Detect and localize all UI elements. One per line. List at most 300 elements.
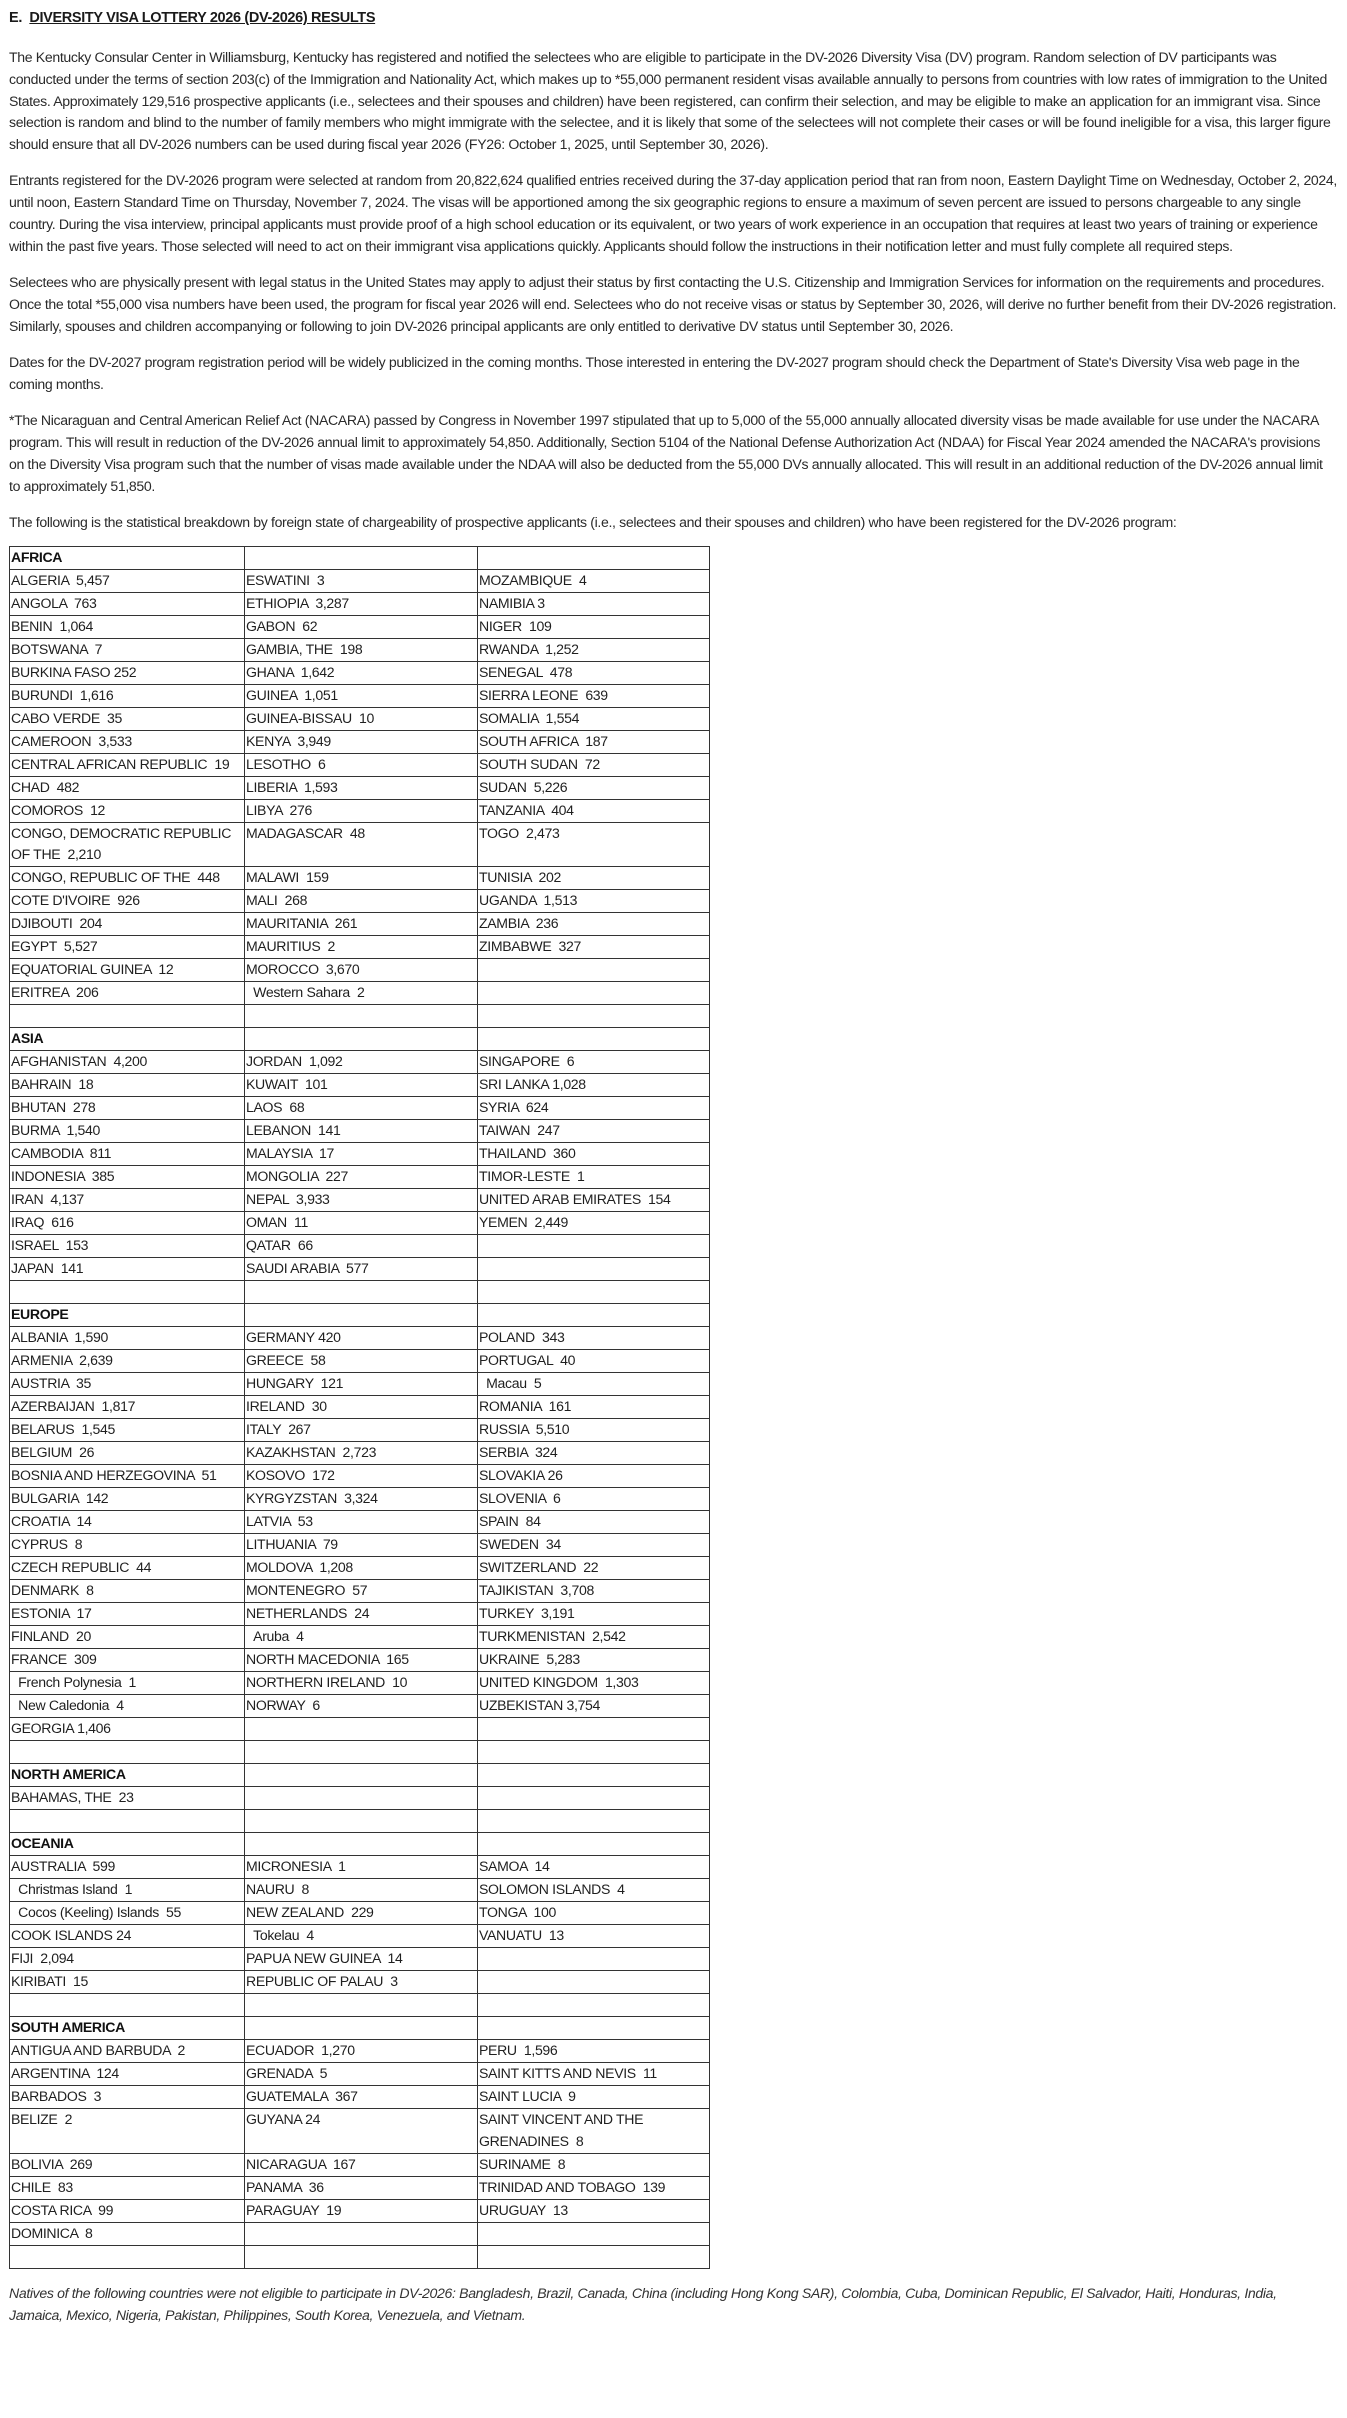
country-count-cell: TANZANIA 404 [478, 799, 710, 822]
country-count-cell: BURUNDI 1,616 [10, 684, 245, 707]
country-count-cell: GUINEA-BISSAU 10 [245, 707, 478, 730]
empty-cell [10, 1994, 245, 2017]
table-row [10, 822, 710, 867]
country-count-cell: HUNGARY 121 [245, 1373, 478, 1396]
empty-cell [245, 2245, 478, 2268]
country-count-cell: BULGARIA 142 [10, 1488, 245, 1511]
country-count-cell: ANGOLA 763 [10, 592, 245, 615]
table-row [10, 615, 710, 638]
country-count-cell: SAINT VINCENT AND THE GRENADINES 8 [478, 2109, 710, 2154]
country-count-cell: NIGER 109 [478, 615, 710, 638]
country-count-cell: GHANA 1,642 [245, 661, 478, 684]
country-count-cell: BELARUS 1,545 [10, 1419, 245, 1442]
country-count-cell: BOLIVIA 269 [10, 2153, 245, 2176]
country-count-cell: CABO VERDE 35 [10, 707, 245, 730]
table-row [10, 1350, 710, 1373]
empty-cell [478, 1258, 710, 1281]
country-count-cell: COMOROS 12 [10, 799, 245, 822]
table-row [10, 1143, 710, 1166]
table-row [10, 1051, 710, 1074]
table-row [10, 1097, 710, 1120]
empty-cell [478, 1235, 710, 1258]
empty-cell [478, 1764, 710, 1787]
country-count-cell: DOMINICA 8 [10, 2222, 245, 2245]
country-count-cell: SOUTH AFRICA 187 [478, 730, 710, 753]
paragraph-nacara: *The Nicaraguan and Central American Relief Act (NACARA) passed by Congress in November 1997 stipulated that up to 5,000 of the 55,000 annually allocated diversity visas be made available for use under the NACARA program. This will result in reduction of the DV-2026 annual limit to approximately 54,850. Additionally, Section 5104 of the National Defense Authorization Act (NDAA) for Fiscal Year 2024 amended the NACARA's provisions on the Diversity Visa program such that the number of visas made available under the NDAA will also be deducted from the 55,000 DVs annually allocated. This will result in an additional reduction of the DV-2026 annual limit to approximately 51,850. [9, 412, 1323, 494]
empty-cell [478, 1787, 710, 1810]
country-count-cell: MAURITANIA 261 [245, 913, 478, 936]
region-name: AFRICA [10, 546, 245, 569]
country-count-cell: Tokelau 4 [245, 1925, 478, 1948]
country-count-cell: GAMBIA, THE 198 [245, 638, 478, 661]
country-count-cell: SLOVAKIA 26 [478, 1465, 710, 1488]
table-row [10, 936, 710, 959]
table-row [10, 1787, 710, 1810]
country-count-cell: KENYA 3,949 [245, 730, 478, 753]
country-count-cell: IRAN 4,137 [10, 1189, 245, 1212]
country-count-cell: JORDAN 1,092 [245, 1051, 478, 1074]
table-row [10, 1695, 710, 1718]
paragraph-entrants: Entrants registered for the DV-2026 program were selected at random from 20,822,624 qualified entries received during the 37-day application period that ran from noon, Eastern Daylight Time on Wednesday, October 2, 2024, until noon, Eastern Standard Time on Thursday, November 7, 2024. The visas will be apportioned among the six geographic regions to ensure a maximum of seven percent are issued to persons chargeable to any single country. During the visa interview, principal applicants must provide proof of a high school education or its equivalent, or two years of work experience in an occupation that requires at least two years of training or experience within the past five years. Those selected will need to act on their immigrant visa applications quickly. Applicants should follow the instructions in their notification letter and must fully complete all required steps. [9, 172, 1337, 254]
country-count-cell: SOLOMON ISLANDS 4 [478, 1879, 710, 1902]
table-row [10, 2199, 710, 2222]
country-count-cell: CAMBODIA 811 [10, 1143, 245, 1166]
empty-cell [10, 1741, 245, 1764]
country-count-cell: BURKINA FASO 252 [10, 661, 245, 684]
country-count-cell: NEPAL 3,933 [245, 1189, 478, 1212]
country-count-cell: New Caledonia 4 [10, 1695, 245, 1718]
empty-cell [478, 1833, 710, 1856]
country-count-cell: CHAD 482 [10, 776, 245, 799]
country-count-cell: CENTRAL AFRICAN REPUBLIC 19 [10, 753, 245, 776]
paragraph-adjust-status: Selectees who are physically present with legal status in the United States may apply to adjust their status by first contacting the U.S. Citizenship and Immigration Services for information on the requirements and procedures. Once the total *55,000 visa numbers have been used, the program for fiscal year 2026 will end. Selectees who do not receive visas or status by September 30, 2026, will derive no further benefit from their DV-2026 registration. Similarly, spouses and children accompanying or following to join DV-2026 principal applicants are only entitled to derivative DV status until September 30, 2026. [9, 274, 1337, 334]
country-count-cell: UNITED KINGDOM 1,303 [478, 1672, 710, 1695]
table-row [10, 1074, 710, 1097]
empty-cell [245, 1787, 478, 1810]
country-count-cell: OMAN 11 [245, 1212, 478, 1235]
country-count-cell: RUSSIA 5,510 [478, 1419, 710, 1442]
table-row [10, 867, 710, 890]
table-row [10, 799, 710, 822]
country-count-cell: SIERRA LEONE 639 [478, 684, 710, 707]
table-row [10, 1971, 710, 1994]
table-row [10, 1258, 710, 1281]
country-count-cell: BHUTAN 278 [10, 1097, 245, 1120]
spacer-row [10, 1810, 710, 1833]
table-row [10, 1235, 710, 1258]
empty-cell [245, 1810, 478, 1833]
country-count-cell: SWEDEN 34 [478, 1534, 710, 1557]
country-count-cell: TURKEY 3,191 [478, 1603, 710, 1626]
table-row [10, 592, 710, 615]
country-count-cell: TOGO 2,473 [478, 822, 710, 867]
country-statistics-table [9, 546, 710, 2269]
table-row [10, 2040, 710, 2063]
empty-cell [478, 546, 710, 569]
country-count-cell: TONGA 100 [478, 1902, 710, 1925]
country-count-cell: EGYPT 5,527 [10, 936, 245, 959]
empty-cell [245, 1741, 478, 1764]
country-count-cell: NAMIBIA 3 [478, 592, 710, 615]
country-count-cell: AUSTRIA 35 [10, 1373, 245, 1396]
region-name: SOUTH AMERICA [10, 2017, 245, 2040]
table-row [10, 1580, 710, 1603]
country-count-cell: NICARAGUA 167 [245, 2153, 478, 2176]
empty-cell [245, 1281, 478, 1304]
country-count-cell: NEW ZEALAND 229 [245, 1902, 478, 1925]
country-count-cell: Cocos (Keeling) Islands 55 [10, 1902, 245, 1925]
country-count-cell: SURINAME 8 [478, 2153, 710, 2176]
table-row [10, 1488, 710, 1511]
country-count-cell: CZECH REPUBLIC 44 [10, 1557, 245, 1580]
country-count-cell: BAHAMAS, THE 23 [10, 1787, 245, 1810]
empty-cell [245, 1028, 478, 1051]
paragraph-breakdown-intro: The following is the statistical breakdown by foreign state of chargeability of prospective applicants (i.e., selectees and their spouses and children) who have been registered for the DV-2026 program: [9, 513, 1177, 530]
country-count-cell: KUWAIT 101 [245, 1074, 478, 1097]
spacer-row [10, 1741, 710, 1764]
country-count-cell: NAURU 8 [245, 1879, 478, 1902]
table-row [10, 1166, 710, 1189]
table-row [10, 1373, 710, 1396]
country-count-cell: BARBADOS 3 [10, 2086, 245, 2109]
country-count-cell: SOUTH SUDAN 72 [478, 753, 710, 776]
paragraph-dv2027: Dates for the DV-2027 program registration period will be widely publicized in the coming months. Those interested in entering the DV-2027 program should check the Department of State's Diversity Visa web page in the coming months. [9, 354, 1300, 392]
country-count-cell: PERU 1,596 [478, 2040, 710, 2063]
empty-cell [10, 1281, 245, 1304]
region-name: ASIA [10, 1028, 245, 1051]
country-count-cell: MALI 268 [245, 890, 478, 913]
country-count-cell: ZAMBIA 236 [478, 913, 710, 936]
ineligible-countries-note: Natives of the following countries were not eligible to participate in DV-2026: Bangladesh, Brazil, Canada, China (including Hong Kong SAR), Colombia, Cuba, Dominican Republic, El Salvador, Haiti, Honduras, India, Jamaica, Mexico, Nigeria, Pakistan, Philippines, South Korea, Venezuela, and Vietnam. [9, 2284, 1277, 2323]
country-count-cell: AFGHANISTAN 4,200 [10, 1051, 245, 1074]
table-row [10, 661, 710, 684]
empty-cell [478, 2017, 710, 2040]
table-row [10, 707, 710, 730]
empty-cell [245, 1304, 478, 1327]
table-row [10, 1442, 710, 1465]
country-count-cell: Christmas Island 1 [10, 1879, 245, 1902]
country-count-cell: CYPRUS 8 [10, 1534, 245, 1557]
empty-cell [245, 1764, 478, 1787]
table-row [10, 1534, 710, 1557]
country-count-cell: MOLDOVA 1,208 [245, 1557, 478, 1580]
country-count-cell: KOSOVO 172 [245, 1465, 478, 1488]
country-count-cell: KIRIBATI 15 [10, 1971, 245, 1994]
country-count-cell: ANTIGUA AND BARBUDA 2 [10, 2040, 245, 2063]
country-count-cell: MALAYSIA 17 [245, 1143, 478, 1166]
empty-cell [478, 982, 710, 1005]
country-count-cell: NETHERLANDS 24 [245, 1603, 478, 1626]
country-count-cell: Macau 5 [478, 1373, 710, 1396]
country-count-cell: SLOVENIA 6 [478, 1488, 710, 1511]
country-count-cell: PARAGUAY 19 [245, 2199, 478, 2222]
table-row [10, 753, 710, 776]
table-row [10, 1925, 710, 1948]
country-count-cell: French Polynesia 1 [10, 1672, 245, 1695]
country-count-cell: SAUDI ARABIA 577 [245, 1258, 478, 1281]
empty-cell [245, 1994, 478, 2017]
country-count-cell: CROATIA 14 [10, 1511, 245, 1534]
table-row [10, 1189, 710, 1212]
country-count-cell: GUINEA 1,051 [245, 684, 478, 707]
country-count-cell: MAURITIUS 2 [245, 936, 478, 959]
country-count-cell: QATAR 66 [245, 1235, 478, 1258]
empty-cell [478, 2245, 710, 2268]
country-count-cell: BURMA 1,540 [10, 1120, 245, 1143]
paragraph-selection: The Kentucky Consular Center in Williamsburg, Kentucky has registered and notified the selectees who are eligible to participate in the DV-2026 Diversity Visa (DV) program. Random selection of DV participants was conducted under the terms of section 203(c) of the Immigration and Nationality Act, which makes up to *55,000 permanent resident visas available annually to persons from countries with low rates of immigration to the United States. Approximately 129,516 prospective applicants (i.e., selectees and their spouses and children) have been registered, can confirm their selection, and may be eligible to make an application for an immigrant visa. Since selection is random and blind to the number of family members who might immigrate with the selectee, and it is likely that some of the selectees will not complete their cases or will be found ineligible for a visa, this larger figure should ensure that all DV-2026 numbers can be used during fiscal year 2026 (FY26: October 1, 2025, until September 30, 2026). [9, 49, 1331, 153]
country-count-cell: IRELAND 30 [245, 1396, 478, 1419]
country-count-cell: MALAWI 159 [245, 867, 478, 890]
country-count-cell: BAHRAIN 18 [10, 1074, 245, 1097]
empty-cell [245, 1718, 478, 1741]
table-row [10, 1718, 710, 1741]
country-count-cell: ALGERIA 5,457 [10, 569, 245, 592]
empty-cell [478, 1810, 710, 1833]
country-count-cell: GERMANY 420 [245, 1327, 478, 1350]
table-row [10, 684, 710, 707]
country-count-cell: SOMALIA 1,554 [478, 707, 710, 730]
table-row [10, 2109, 710, 2154]
country-count-cell: NORTH MACEDONIA 165 [245, 1649, 478, 1672]
country-count-cell: LIBYA 276 [245, 799, 478, 822]
country-count-cell: CONGO, DEMOCRATIC REPUBLIC OF THE 2,210 [10, 822, 245, 867]
country-count-cell: MONGOLIA 227 [245, 1166, 478, 1189]
empty-cell [478, 1718, 710, 1741]
spacer-row [10, 2245, 710, 2268]
country-count-cell: COOK ISLANDS 24 [10, 1925, 245, 1948]
table-row [10, 1557, 710, 1580]
country-count-cell: TUNISIA 202 [478, 867, 710, 890]
empty-cell [245, 2017, 478, 2040]
table-row [10, 1212, 710, 1235]
empty-cell [478, 1948, 710, 1971]
country-count-cell: COTE D'IVOIRE 926 [10, 890, 245, 913]
country-count-cell: TURKMENISTAN 2,542 [478, 1626, 710, 1649]
table-row [10, 2063, 710, 2086]
country-count-cell: BELGIUM 26 [10, 1442, 245, 1465]
country-count-cell: UNITED ARAB EMIRATES 154 [478, 1189, 710, 1212]
table-row [10, 1419, 710, 1442]
empty-cell [478, 1741, 710, 1764]
country-count-cell: ESTONIA 17 [10, 1603, 245, 1626]
country-count-cell: ALBANIA 1,590 [10, 1327, 245, 1350]
country-count-cell: UKRAINE 5,283 [478, 1649, 710, 1672]
country-count-cell: KAZAKHSTAN 2,723 [245, 1442, 478, 1465]
heading-prefix: E. [9, 10, 22, 26]
country-count-cell: FRANCE 309 [10, 1649, 245, 1672]
table-row [10, 890, 710, 913]
table-row [10, 776, 710, 799]
country-count-cell: MOZAMBIQUE 4 [478, 569, 710, 592]
empty-cell [478, 2222, 710, 2245]
country-count-cell: TAJIKISTAN 3,708 [478, 1580, 710, 1603]
table-row [10, 569, 710, 592]
country-count-cell: ARGENTINA 124 [10, 2063, 245, 2086]
table-row [10, 982, 710, 1005]
region-header-row [10, 1028, 710, 1051]
country-count-cell: FINLAND 20 [10, 1626, 245, 1649]
document-heading [9, 8, 1337, 28]
region-header-row [10, 1304, 710, 1327]
table-row [10, 1465, 710, 1488]
country-count-cell: IRAQ 616 [10, 1212, 245, 1235]
empty-cell [478, 1281, 710, 1304]
country-count-cell: NORTHERN IRELAND 10 [245, 1672, 478, 1695]
empty-cell [478, 1971, 710, 1994]
table-row [10, 2153, 710, 2176]
table-row [10, 1396, 710, 1419]
country-count-cell: ITALY 267 [245, 1419, 478, 1442]
country-count-cell: LAOS 68 [245, 1097, 478, 1120]
region-name: OCEANIA [10, 1833, 245, 1856]
region-header-row [10, 2017, 710, 2040]
country-count-cell: VANUATU 13 [478, 1925, 710, 1948]
spacer-row [10, 1994, 710, 2017]
empty-cell [245, 2222, 478, 2245]
region-header-row [10, 546, 710, 569]
table-row [10, 959, 710, 982]
country-count-cell: SERBIA 324 [478, 1442, 710, 1465]
region-name: EUROPE [10, 1304, 245, 1327]
country-count-cell: SUDAN 5,226 [478, 776, 710, 799]
country-count-cell: BELIZE 2 [10, 2109, 245, 2154]
empty-cell [478, 1028, 710, 1051]
table-row [10, 1120, 710, 1143]
table-row [10, 1902, 710, 1925]
country-count-cell: GEORGIA 1,406 [10, 1718, 245, 1741]
country-count-cell: POLAND 343 [478, 1327, 710, 1350]
table-row [10, 1948, 710, 1971]
table-row [10, 2222, 710, 2245]
country-count-cell: SYRIA 624 [478, 1097, 710, 1120]
country-count-cell: CHILE 83 [10, 2176, 245, 2199]
country-count-cell: UGANDA 1,513 [478, 890, 710, 913]
country-count-cell: TIMOR-LESTE 1 [478, 1166, 710, 1189]
table-row [10, 730, 710, 753]
table-row [10, 1649, 710, 1672]
country-count-cell: PAPUA NEW GUINEA 14 [245, 1948, 478, 1971]
country-count-cell: ISRAEL 153 [10, 1235, 245, 1258]
country-count-cell: CAMEROON 3,533 [10, 730, 245, 753]
country-count-cell: SRI LANKA 1,028 [478, 1074, 710, 1097]
country-count-cell: REPUBLIC OF PALAU 3 [245, 1971, 478, 1994]
country-count-cell: YEMEN 2,449 [478, 1212, 710, 1235]
country-count-cell: LESOTHO 6 [245, 753, 478, 776]
spacer-row [10, 1005, 710, 1028]
country-count-cell: ESWATINI 3 [245, 569, 478, 592]
country-count-cell: BOSNIA AND HERZEGOVINA 51 [10, 1465, 245, 1488]
country-count-cell: DENMARK 8 [10, 1580, 245, 1603]
table-row [10, 638, 710, 661]
country-count-cell: AZERBAIJAN 1,817 [10, 1396, 245, 1419]
country-count-cell: SAINT KITTS AND NEVIS 11 [478, 2063, 710, 2086]
spacer-row [10, 1281, 710, 1304]
country-count-cell: BOTSWANA 7 [10, 638, 245, 661]
country-count-cell: SENEGAL 478 [478, 661, 710, 684]
country-count-cell: ROMANIA 161 [478, 1396, 710, 1419]
table-row [10, 1626, 710, 1649]
country-count-cell: MOROCCO 3,670 [245, 959, 478, 982]
table-row [10, 1672, 710, 1695]
empty-cell [478, 1994, 710, 2017]
country-count-cell: GUATEMALA 367 [245, 2086, 478, 2109]
country-count-cell: GUYANA 24 [245, 2109, 478, 2154]
country-count-cell: SPAIN 84 [478, 1511, 710, 1534]
country-count-cell: ZIMBABWE 327 [478, 936, 710, 959]
table-row [10, 1879, 710, 1902]
empty-cell [478, 1304, 710, 1327]
region-header-row [10, 1833, 710, 1856]
empty-cell [245, 546, 478, 569]
table-row [10, 2086, 710, 2109]
empty-cell [10, 2245, 245, 2268]
country-count-cell: ERITREA 206 [10, 982, 245, 1005]
country-count-cell: URUGUAY 13 [478, 2199, 710, 2222]
country-count-cell: GABON 62 [245, 615, 478, 638]
country-count-cell: NORWAY 6 [245, 1695, 478, 1718]
empty-cell [245, 1833, 478, 1856]
table-row [10, 1856, 710, 1879]
country-count-cell: MONTENEGRO 57 [245, 1580, 478, 1603]
table-row [10, 913, 710, 936]
country-count-cell: PORTUGAL 40 [478, 1350, 710, 1373]
country-count-cell: COSTA RICA 99 [10, 2199, 245, 2222]
country-count-cell: CONGO, REPUBLIC OF THE 448 [10, 867, 245, 890]
country-count-cell: DJIBOUTI 204 [10, 913, 245, 936]
country-count-cell: LEBANON 141 [245, 1120, 478, 1143]
country-count-cell: UZBEKISTAN 3,754 [478, 1695, 710, 1718]
country-count-cell: GREECE 58 [245, 1350, 478, 1373]
country-count-cell: PANAMA 36 [245, 2176, 478, 2199]
country-count-cell: Western Sahara 2 [245, 982, 478, 1005]
country-count-cell: BENIN 1,064 [10, 615, 245, 638]
country-count-cell: MADAGASCAR 48 [245, 822, 478, 867]
table-row [10, 1603, 710, 1626]
empty-cell [478, 959, 710, 982]
country-count-cell: LITHUANIA 79 [245, 1534, 478, 1557]
empty-cell [10, 1810, 245, 1833]
country-count-cell: ECUADOR 1,270 [245, 2040, 478, 2063]
country-count-cell: INDONESIA 385 [10, 1166, 245, 1189]
country-count-cell: ARMENIA 2,639 [10, 1350, 245, 1373]
country-count-cell: SAINT LUCIA 9 [478, 2086, 710, 2109]
country-count-cell: FIJI 2,094 [10, 1948, 245, 1971]
country-count-cell: Aruba 4 [245, 1626, 478, 1649]
empty-cell [10, 1005, 245, 1028]
country-count-cell: SWITZERLAND 22 [478, 1557, 710, 1580]
country-count-cell: LATVIA 53 [245, 1511, 478, 1534]
empty-cell [478, 1005, 710, 1028]
country-count-cell: THAILAND 360 [478, 1143, 710, 1166]
country-count-cell: GRENADA 5 [245, 2063, 478, 2086]
table-row [10, 2176, 710, 2199]
empty-cell [245, 1005, 478, 1028]
country-count-cell: JAPAN 141 [10, 1258, 245, 1281]
table-row [10, 1511, 710, 1534]
country-count-cell: SINGAPORE 6 [478, 1051, 710, 1074]
country-count-cell: LIBERIA 1,593 [245, 776, 478, 799]
country-count-cell: TRINIDAD AND TOBAGO 139 [478, 2176, 710, 2199]
country-count-cell: MICRONESIA 1 [245, 1856, 478, 1879]
region-name: NORTH AMERICA [10, 1764, 245, 1787]
country-count-cell: KYRGYZSTAN 3,324 [245, 1488, 478, 1511]
country-count-cell: AUSTRALIA 599 [10, 1856, 245, 1879]
heading-title: DIVERSITY VISA LOTTERY 2026 (DV-2026) RESULTS [29, 10, 376, 26]
country-count-cell: TAIWAN 247 [478, 1120, 710, 1143]
country-count-cell: EQUATORIAL GUINEA 12 [10, 959, 245, 982]
country-count-cell: ETHIOPIA 3,287 [245, 592, 478, 615]
country-count-cell: RWANDA 1,252 [478, 638, 710, 661]
